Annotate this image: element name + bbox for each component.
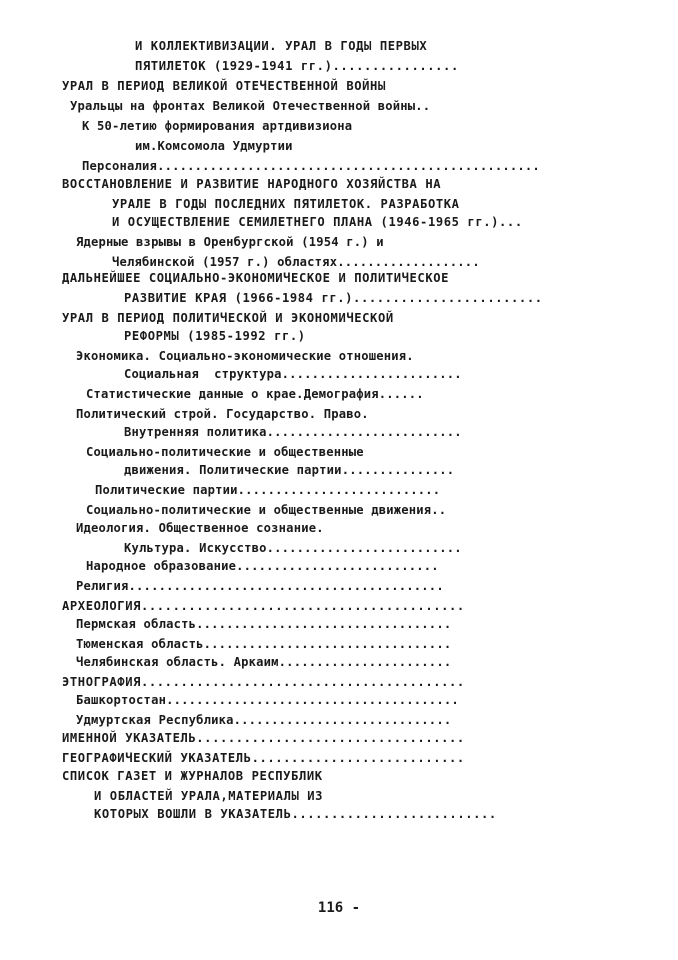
toc-entry: Народное образование........................... <box>86 558 439 573</box>
toc-entry: Политические партии........................... <box>95 482 441 497</box>
toc-entry: УРАЛ В ПЕРИОД ПОЛИТИЧЕСКОЙ И ЭКОНОМИЧЕСКОЙ <box>62 310 394 325</box>
toc-entry: Внутренняя политика.......................... <box>124 424 462 439</box>
toc-entry: РЕФОРМЫ (1985-1992 гг.) <box>124 328 306 343</box>
toc-entry: РАЗВИТИЕ КРАЯ (1966-1984 гг.)........................ <box>124 290 543 305</box>
toc-entry: Челябинская область. Аркаим....................... <box>76 654 452 669</box>
toc-entry: И ОСУЩЕСТВЛЕНИЕ СЕМИЛЕТНЕГО ПЛАНА (1946-1965 гг.)... <box>112 214 523 229</box>
toc-entry: Удмуртская Республика............................. <box>76 712 452 727</box>
toc-entry: Персоналия................................................... <box>82 158 540 173</box>
toc-entry: Уральцы на фронтах Великой Отечественной войны.. <box>70 98 431 113</box>
toc-entry: ВОССТАНОВЛЕНИЕ И РАЗВИТИЕ НАРОДНОГО ХОЗЯЙСТВА НА <box>62 176 442 191</box>
toc-entry: Религия.......................................... <box>76 578 444 593</box>
toc-entry: Пермская область.................................. <box>76 616 452 631</box>
toc-entry: ГЕОГРАФИЧЕСКИЙ УКАЗАТЕЛЬ........................... <box>62 750 465 765</box>
toc-entry: УРАЛ В ПЕРИОД ВЕЛИКОЙ ОТЕЧЕСТВЕННОЙ ВОЙНЫ <box>62 78 386 93</box>
toc-entry: Культура. Искусство.......................... <box>124 540 462 555</box>
toc-entry: КОТОРЫХ ВОШЛИ В УКАЗАТЕЛЬ.......................... <box>94 806 497 821</box>
toc-entry: Башкортостан....................................... <box>76 692 459 707</box>
toc-entry: Социальная структура........................ <box>124 366 462 381</box>
toc-entry: Тюменская область................................. <box>76 636 452 651</box>
toc-entry: Социально-политические и общественные движения.. <box>86 502 447 517</box>
page-number: 116 - <box>317 900 361 916</box>
toc-entry: Статистические данные о крае.Демография...... <box>86 386 424 401</box>
toc-entry: Политический строй. Государство. Право. <box>76 406 369 421</box>
toc-entry: им.Комсомола Удмуртии <box>135 138 293 153</box>
toc-entry: И ОБЛАСТЕЙ УРАЛА,МАТЕРИАЛЫ ИЗ <box>94 788 324 803</box>
toc-entry: движения. Политические партии............... <box>124 462 455 477</box>
toc-entry: К 50-летию формирования артдивизиона <box>82 118 353 133</box>
toc-entry: УРАЛЕ В ГОДЫ ПОСЛЕДНИХ ПЯТИЛЕТОК. РАЗРАБОТКА <box>112 196 460 211</box>
toc-entry: СПИСОК ГАЗЕТ И ЖУРНАЛОВ РЕСПУБЛИК <box>62 768 323 783</box>
toc-entry: ДАЛЬНЕЙШЕЕ СОЦИАЛЬНО-ЭКОНОМИЧЕСКОЕ И ПОЛИТИЧЕСКОЕ <box>62 270 450 285</box>
toc-entry: Ядерные взрывы в Оренбургской (1954 г.) и <box>76 234 384 249</box>
toc-entry: Идеология. Общественное сознание. <box>76 520 324 535</box>
toc-entry: ЭТНОГРАФИЯ......................................... <box>62 674 465 689</box>
toc-entry: ИМЕННОЙ УКАЗАТЕЛЬ.................................. <box>62 730 465 745</box>
toc-entry: АРХЕОЛОГИЯ......................................... <box>62 598 465 613</box>
toc-entry: И КОЛЛЕКТИВИЗАЦИИ. УРАЛ В ГОДЫ ПЕРВЫХ <box>135 38 428 53</box>
toc-entry: Социально-политические и общественные <box>86 444 364 459</box>
toc-entry: Челябинской (1957 г.) областях................... <box>112 254 480 269</box>
toc-entry: ПЯТИЛЕТОК (1929-1941 гг.)................ <box>135 58 459 73</box>
toc-entry: Экономика. Социально-экономические отношения. <box>76 348 414 363</box>
